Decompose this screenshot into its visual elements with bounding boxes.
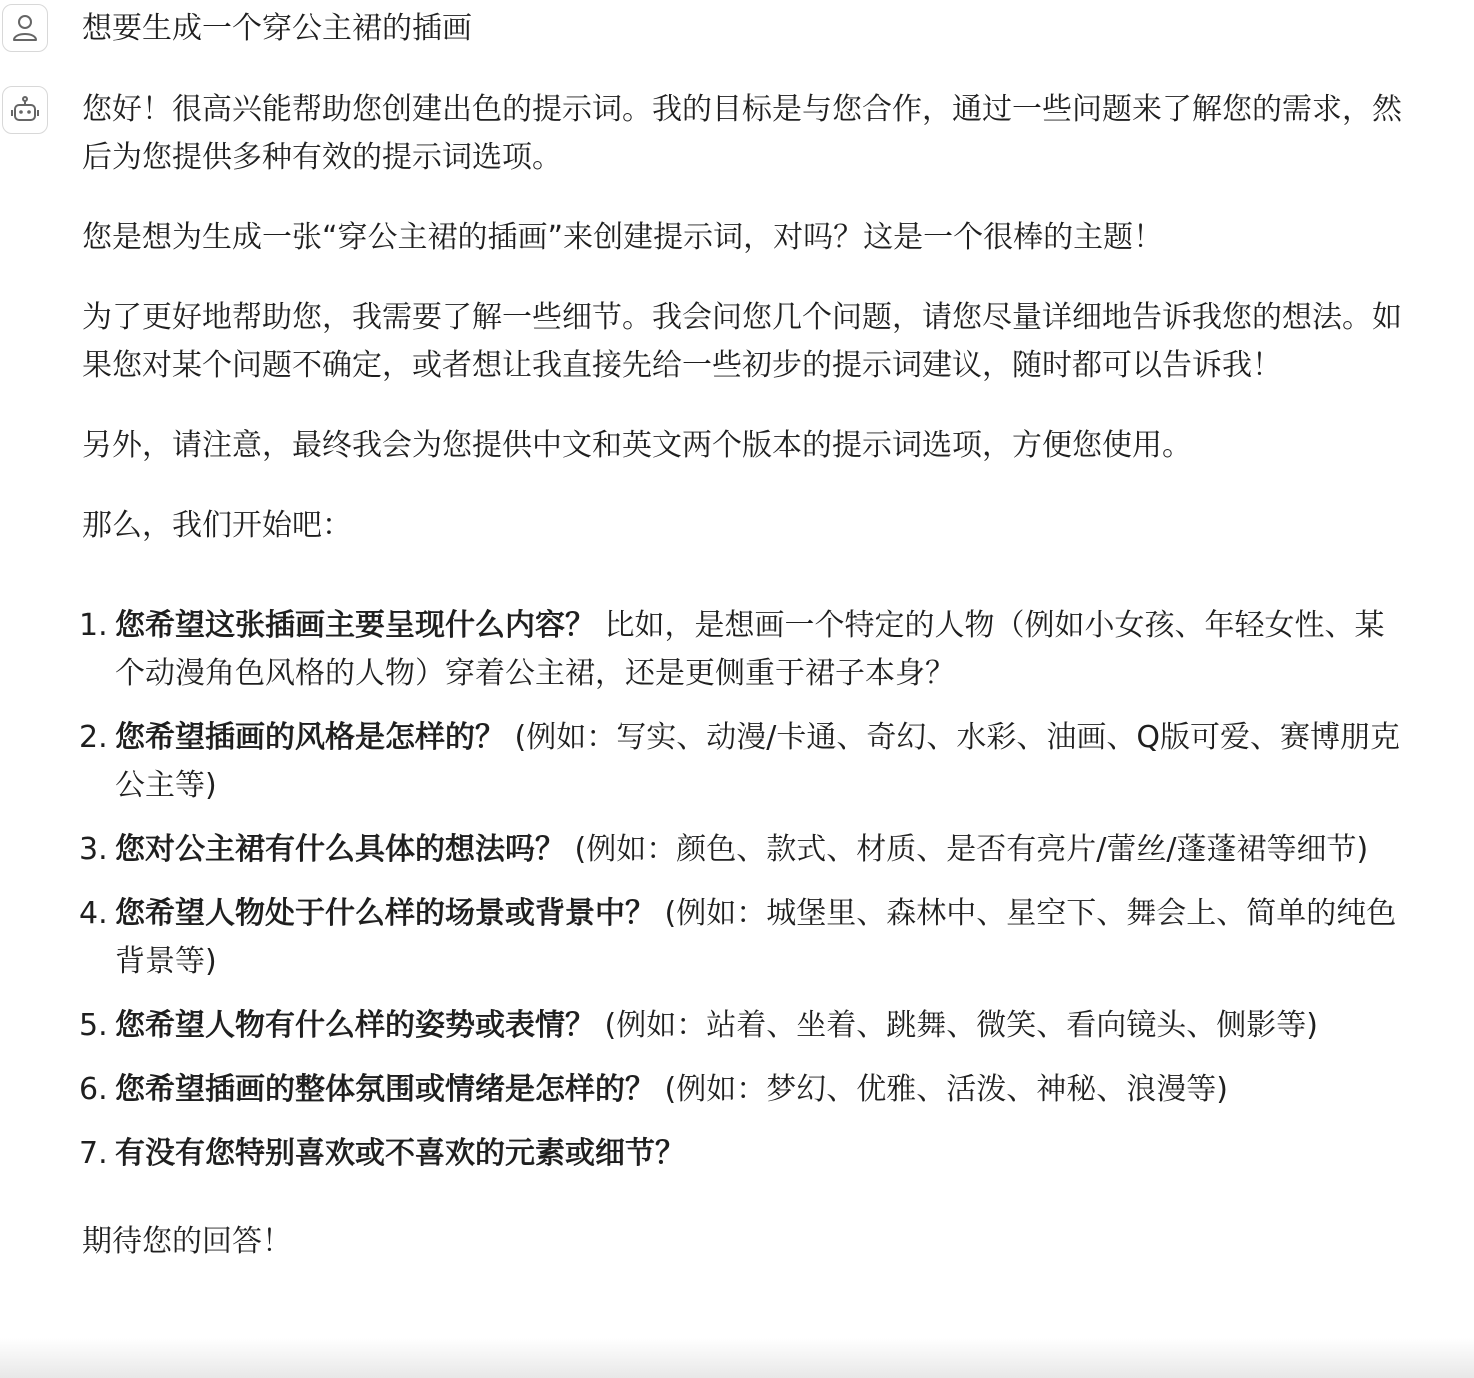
question-text: 您希望这张插画主要呈现什么内容？ <box>115 608 595 643</box>
assistant-paragraph: 那么，我们开始吧： <box>82 508 352 543</box>
question-detail: (例如：写实、动漫/卡通、奇幻、水彩、油画、Q版可爱、赛博朋克公主等) <box>115 720 1400 803</box>
question-number: 1. <box>79 608 108 643</box>
question-list <box>79 602 1412 1178</box>
question-detail: 比如，是想画一个特定的人物（例如小女孩、年轻女性、某个动漫角色风格的人物）穿着公主裙，还是更侧重于裙子本身？ <box>115 608 1385 691</box>
question-number: 5. <box>79 1008 108 1043</box>
assistant-paragraph: 您好！很高兴能帮助您创建出色的提示词。我的目标是与您合作，通过一些问题来了解您的需求，然后为您提供多种有效的提示词选项。 <box>82 92 1402 175</box>
question-detail: (例如：颜色、款式、材质、是否有亮片/蕾丝/蓬蓬裙等细节) <box>574 832 1369 867</box>
user-icon <box>11 13 39 43</box>
question-number: 6. <box>79 1072 108 1107</box>
question-item <box>79 1066 1412 1114</box>
assistant-avatar <box>2 86 48 134</box>
question-text: 您对公主裙有什么具体的想法吗？ <box>115 832 565 867</box>
question-number: 3. <box>79 832 108 867</box>
bottom-fade <box>0 1338 1474 1378</box>
question-text: 您希望人物有什么样的姿势或表情？ <box>115 1008 595 1043</box>
robot-icon <box>10 95 40 125</box>
assistant-message <box>79 86 1412 1298</box>
question-number: 2. <box>79 720 108 755</box>
assistant-closing: 期待您的回答！ <box>82 1224 292 1259</box>
question-text: 您希望插画的整体氛围或情绪是怎样的？ <box>115 1072 655 1107</box>
assistant-paragraph: 另外，请注意，最终我会为您提供中文和英文两个版本的提示词选项，方便您使用。 <box>82 428 1192 463</box>
question-item <box>79 714 1412 810</box>
question-detail: (例如：梦幻、优雅、活泼、神秘、浪漫等) <box>664 1072 1228 1107</box>
question-number: 4. <box>79 896 108 931</box>
question-detail: (例如：城堡里、森林中、星空下、舞会上、简单的纯色背景等) <box>115 896 1397 979</box>
question-text: 您希望人物处于什么样的场景或背景中？ <box>115 896 655 931</box>
question-item <box>79 602 1412 698</box>
question-item <box>79 826 1412 874</box>
question-item <box>79 1002 1412 1050</box>
question-item <box>79 1130 1412 1178</box>
user-message: 想要生成一个穿公主裙的插画 <box>82 11 472 46</box>
question-detail: (例如：站着、坐着、跳舞、微笑、看向镜头、侧影等) <box>604 1008 1318 1043</box>
question-text: 有没有您特别喜欢或不喜欢的元素或细节？ <box>115 1136 685 1171</box>
question-text: 您希望插画的风格是怎样的？ <box>115 720 505 755</box>
assistant-paragraph: 您是想为生成一张“穿公主裙的插画”来创建提示词，对吗？这是一个很棒的主题！ <box>82 220 1164 255</box>
user-avatar <box>2 4 48 52</box>
question-item <box>79 890 1412 986</box>
assistant-paragraph: 为了更好地帮助您，我需要了解一些细节。我会问您几个问题，请您尽量详细地告诉我您的想法。如果您对某个问题不确定，或者想让我直接先给一些初步的提示词建议，随时都可以告诉我！ <box>82 300 1402 383</box>
question-number: 7. <box>79 1136 108 1171</box>
